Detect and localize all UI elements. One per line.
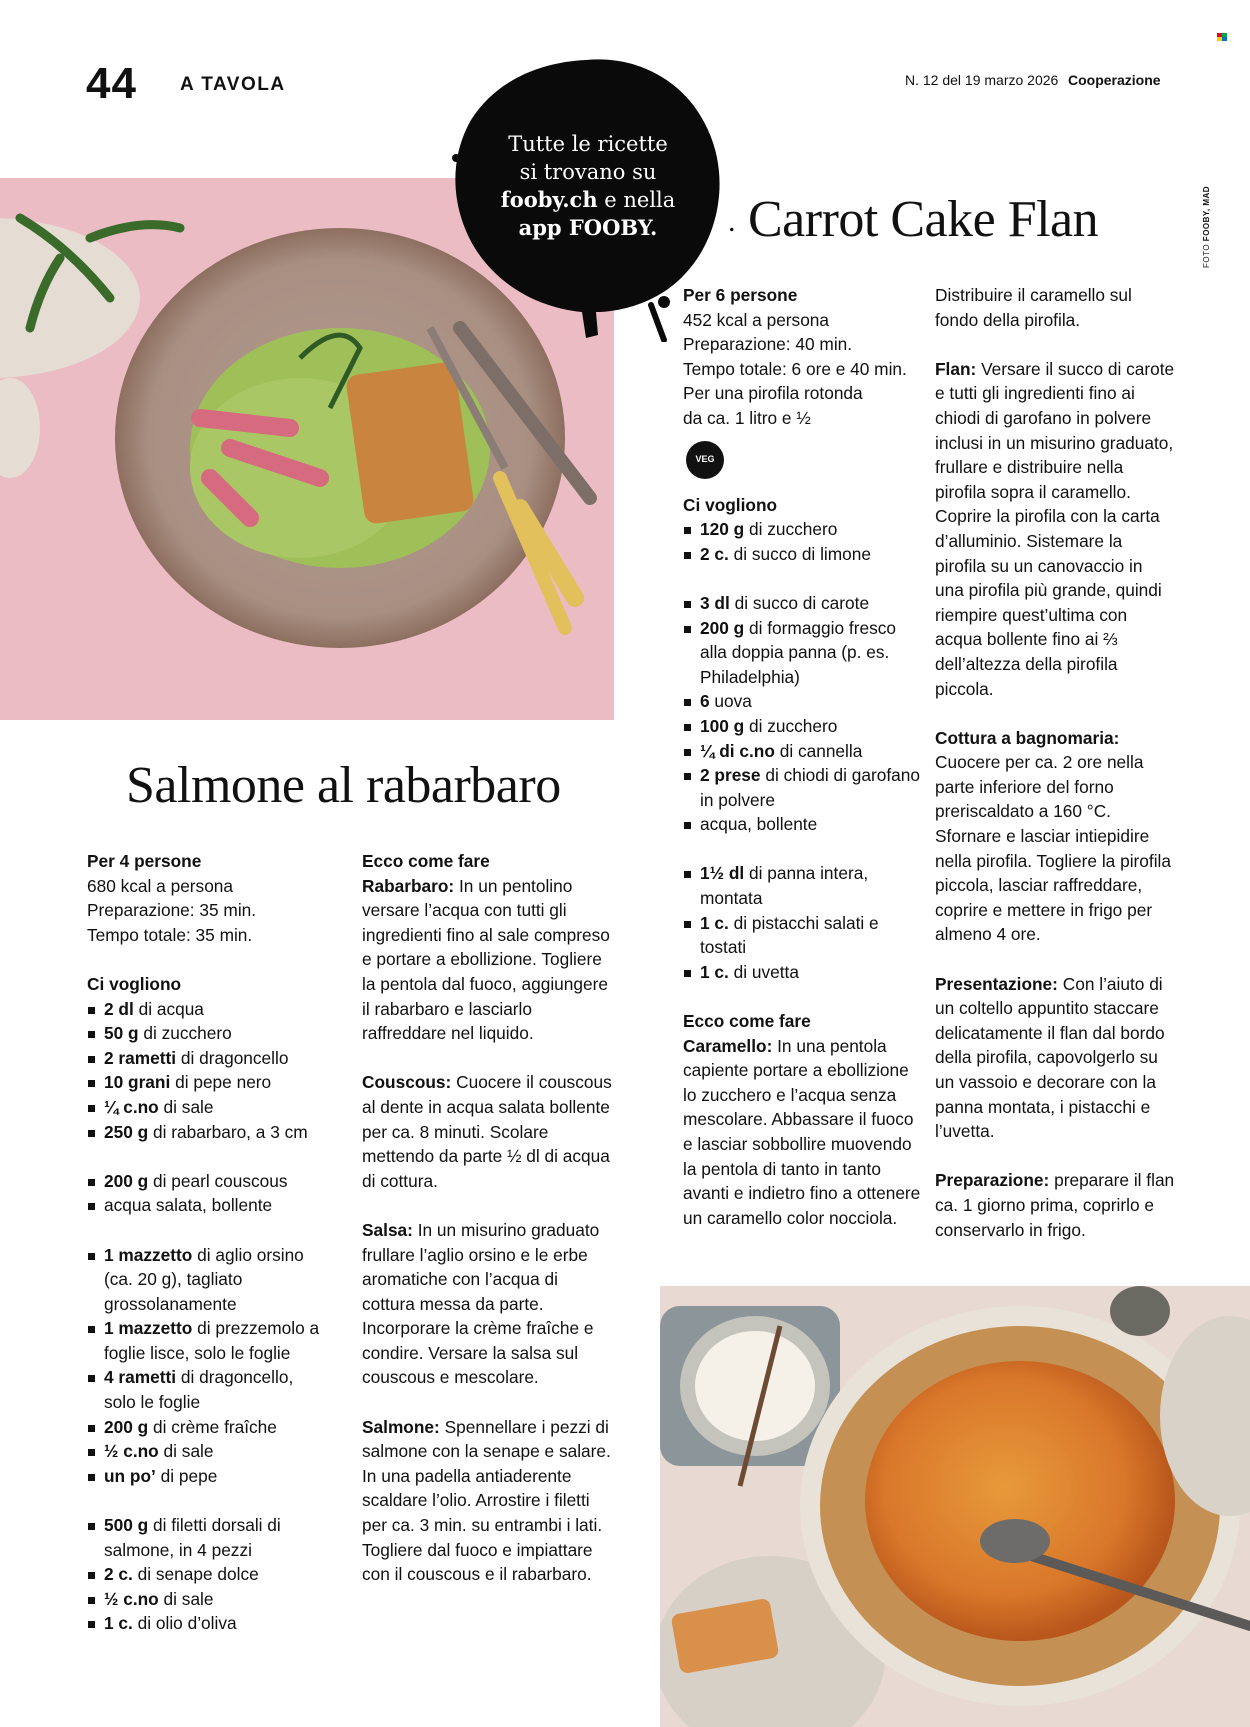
title-dot: . [728,205,736,238]
salmon-method-heading: Ecco come fare [362,851,490,871]
list-item: 2 prese di chiodi di garofano in polvere [683,763,923,812]
carrot-step-preparazione: Preparazione: preparare il flan ca. 1 giorno prima, coprirlo e conservarlo in frigo. [935,1170,1175,1240]
carrot-ingredient-group-3 [683,861,923,984]
salmon-ingredient-group-4 [87,1513,327,1636]
carrot-method-heading: Ecco come fare [683,1011,811,1032]
carrot-total-time: Tempo totale: 6 ore e 40 min. [683,358,907,379]
salmon-step-rabarbaro: Rabarbaro: In un pentolino versare l’acqua con tutti gli ingredienti fino al sale compreso e portare a ebollizione. Togliere la pentola dal fuoco, aggiungere il rabarbaro e lasciarlo raffreddare nel liquido. [362,875,610,1044]
carrot-ingredients-heading: Ci vogliono [683,494,778,515]
list-item: 50 g di zucchero [87,1021,327,1046]
carrot-dish-size: Per una pirofila rotonda [683,383,863,404]
list-item: 2 dl di acqua [87,997,327,1022]
salmon-ingredients-heading: Ci vogliono [87,973,182,994]
flan-dish-photo [660,1286,1250,1727]
list-item: 1 mazzetto di prezzemolo a foglie lisce, solo le foglie [87,1316,327,1365]
carrot-method-column [935,283,1175,1242]
salmon-servings: Per 4 persone [87,851,202,871]
list-item: 2 c. di senape dolce [87,1562,327,1587]
salmon-method-column [362,849,614,1587]
carrot-ingredient-group-1 [683,517,923,566]
list-item: 100 g di zucchero [683,714,923,739]
list-item: 1 c. di olio d’oliva [87,1611,327,1636]
salmon-ingredients-column [87,849,327,1636]
promo-text: Tutte le ricette si trovano su fooby.ch e nella app FOOBY. [500,132,676,240]
carrot-step-bagnomaria: Cottura a bagnomaria: Cuocere per ca. 2 ore nella parte inferiore del forno preriscaldato a 160 °C. Sfornare e lasciar intiepidire nella pirofila. Togliere la pirofila piccola, lasciar raffreddare, coprire e mettere in frigo per almeno 4 ore. [935,727,1171,945]
salmon-step-salsa: Salsa: In un misurino graduato frullare l’aglio orsino e le erbe aromatiche con l’acqua di cottura messa da parte. Incorporare la crème fraîche e condire. Versare la salsa sul couscous e mescolare. [362,1219,600,1388]
list-item: ¼ di c.no di cannella [683,739,923,764]
carrot-step-caramello: Caramello: In una pentola capiente portare a ebollizione lo zucchero e l’acqua senza mescolare. Abbassare il fuoco e lasciar sobbollire muovendo la pentola di tanto in tanto avanti e indietro fino a ottenere un caramello color nocciola. [683,1035,921,1228]
magazine-name: Cooperazione [1068,72,1161,88]
list-item: un po’ di pepe [87,1464,327,1489]
swiss-flag-icon [1217,33,1227,41]
list-item: 500 g di filetti dorsali di salmone, in 4 pezzi [87,1513,327,1562]
carrot-ingredient-group-2 [683,591,923,837]
salmon-prep-time: Preparazione: 35 min. [87,900,257,921]
list-item: 2 rametti di dragoncello [87,1046,327,1071]
carrot-step-presentazione: Presentazione: Con l’aiuto di un coltello appuntito staccare delicatamente il flan dal bordo della pirofila, capovolgerlo su un vassoio e decorare con la panna montata, i pistacchi e l’uvetta. [935,973,1165,1142]
salmon-kcal: 680 kcal a persona [87,875,234,896]
salmon-step-salmone: Salmone: Spennellare i pezzi di salmone con la senape e salare. In una padella antiaderente scaldare l’olio. Arrostire i filetti per ca. 3 min. su entrambi i lati. Togliere dal fuoco e impiattare con il couscous e il rabarbaro. [362,1416,611,1585]
list-item: 4 rametti di dragoncello, solo le foglie [87,1365,327,1414]
issue-info: N. 12 del 19 marzo 2026 [905,72,1059,88]
list-item: ½ c.no di sale [87,1439,327,1464]
carrot-step-flan: Flan: Versare il succo di carote e tutti gli ingredienti fino ai chiodi di garofano in polvere inclusi in un misurino graduato, frullare e distribuire nella pirofila sopra il caramello. Coprire la pirofila con la carta d’alluminio. Sistemare la pirofila su un canovaccio in una pirofila più grande, quindi riempire quest’ultima con acqua bollente fino ai ⅔ dell’altezza della pirofila piccola. [935,358,1175,699]
salmon-ingredient-group-2 [87,1169,327,1218]
list-item: ¼ c.no di sale [87,1095,327,1120]
list-item: 1 mazzetto di aglio orsino (ca. 20 g), tagliato grossolanamente [87,1243,327,1317]
list-item: 200 g di pearl couscous [87,1169,327,1194]
list-item: 2 c. di succo di limone [683,542,923,567]
salmon-ingredient-group-1 [87,997,327,1145]
list-item: 1 c. di uvetta [683,960,923,985]
list-item: 200 g di formaggio fresco alla doppia panna (p. es. Philadelphia) [683,616,923,690]
salmon-ingredient-group-3 [87,1243,327,1489]
carrot-dish-size-2: da ca. 1 litro e ½ [683,407,811,428]
list-item: 1 c. di pistacchi salati e tostati [683,911,923,960]
salmon-total-time: Tempo totale: 35 min. [87,924,253,945]
list-item: 3 dl di succo di carote [683,591,923,616]
carrot-step-caramello-cont: Distribuire il caramello sul fondo della pirofila. [935,285,1132,330]
list-item: 10 grani di pepe nero [87,1070,327,1095]
carrot-cake-flan-title: Carrot Cake Flan [748,191,1099,248]
carrot-ingredients-column [683,283,923,1230]
section-title: A TAVOLA [180,74,286,95]
list-item: 250 g di rabarbaro, a 3 cm [87,1120,327,1145]
photo-credit: FOTO FOOBY, MAD [1202,185,1211,268]
list-item: ½ c.no di sale [87,1587,327,1612]
salmon-step-couscous: Couscous: Cuocere il couscous al dente in acqua salata bollente per ca. 8 minuti. Scolare mettendo da parte ½ dl di acqua di cottura. [362,1072,612,1191]
salmon-title: Salmone al rabarbaro [126,757,561,814]
vegetarian-icon: VEG [686,441,724,479]
page-number: 44 [86,59,137,108]
list-item: 120 g di zucchero [683,517,923,542]
carrot-kcal: 452 kcal a persona [683,309,830,330]
list-item: 1½ dl di panna intera, montata [683,861,923,910]
list-item: acqua, bollente [683,812,923,837]
list-item: acqua salata, bollente [87,1193,327,1218]
fooby-link[interactable]: fooby.ch [500,187,598,212]
list-item: 200 g di crème fraîche [87,1415,327,1440]
carrot-servings: Per 6 persone [683,285,798,305]
carrot-prep-time: Preparazione: 40 min. [683,334,853,355]
list-item: 6 uova [683,689,923,714]
